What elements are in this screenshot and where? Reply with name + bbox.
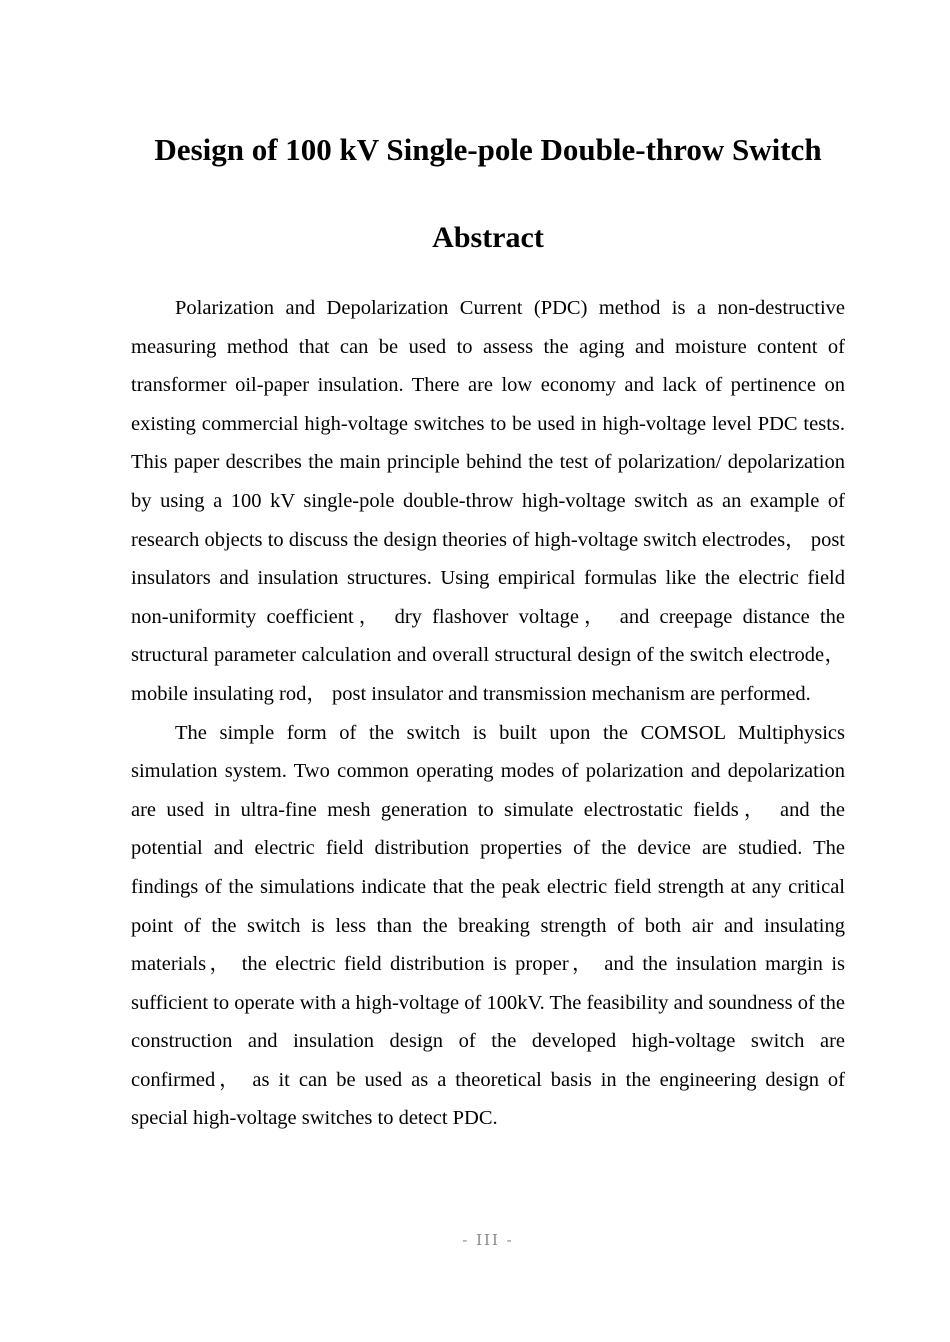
paper-title: Design of 100 kV Single-pole Double-throw Switch	[154, 132, 822, 167]
abstract-paragraph-2: The simple form of the switch is built upon the COMSOL Multiphysics simulation system. Two common operating modes of polarization and depolarization are used in ultra-fine mesh generation to simulate electrostatic fields， and the potential and electric field distribution properties of the device are studied. The findings of the simulations indicate that the peak electric field strength at any critical point of the switch is less than the breaking strength of both air and insulating materials， the electric field distribution is proper， and the insulation margin is sufficient to operate with a high-voltage of 100kV. The feasibility and soundness of the construction and insulation design of the developed high-voltage switch are confirmed， as it can be used as a theoretical basis in the engineering design of special high-voltage switches to detect PDC.	[131, 721, 845, 1130]
abstract-paragraph-1: Polarization and Depolarization Current (PDC) method is a non-destructive measuring method that can be used to assess the aging and moisture content of transformer oil-paper insulation. There are low economy and lack of pertinence on existing commercial high-voltage switches to be used in high-voltage level PDC tests. This paper describes the main principle behind the test of polarization/ depolarization by using a 100 kV single-pole double-throw high-voltage switch as an example of research objects to discuss the design theories of high-voltage switch electrodes， post insulators and insulation structures. Using empirical formulas like the electric field non-uniformity coefficient， dry flashover voltage， and creepage distance the structural parameter calculation and overall structural design of the switch electrode， mobile insulating rod， post insulator and transmission mechanism are performed.	[131, 297, 845, 705]
abstract-heading: Abstract	[432, 221, 544, 254]
abstract-body	[131, 289, 845, 1138]
page-number: - III -	[462, 1231, 514, 1249]
